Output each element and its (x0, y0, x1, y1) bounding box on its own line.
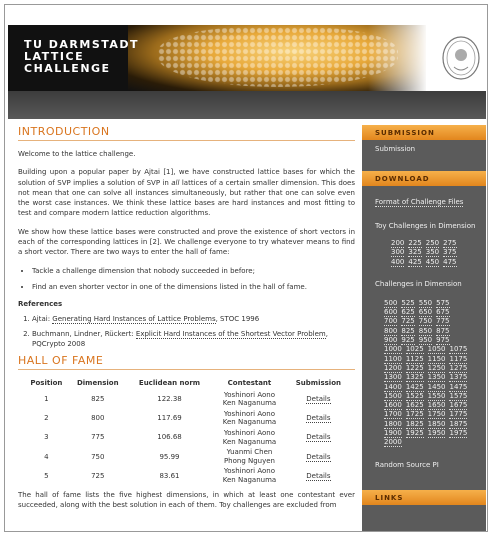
dimension-row (391, 258, 486, 267)
dimension-link[interactable]: 1600 (384, 401, 402, 410)
dimension-row (384, 345, 486, 354)
dimension-link[interactable]: 1150 (427, 354, 446, 363)
dimension-link[interactable]: 1625 (405, 401, 424, 410)
download-section-header: DOWNLOAD (362, 171, 486, 186)
dimension-link[interactable]: 2000 (384, 438, 402, 447)
dimension-link[interactable]: 1575 (449, 391, 468, 400)
dimension-link[interactable]: 450 (425, 257, 440, 266)
dimension-link[interactable]: 250 (425, 239, 440, 247)
dimension-link[interactable]: 775 (436, 317, 450, 326)
dimension-row (384, 336, 486, 345)
table-header-row (24, 378, 350, 390)
column-header: Dimension (76, 378, 119, 387)
dimension-link[interactable]: 1725 (405, 410, 424, 419)
reference-link-ajtai[interactable]: Generating Hard Instances of Lattice Problems (52, 314, 216, 323)
details-link[interactable]: Details (306, 433, 331, 442)
hall-of-fame-table (24, 378, 350, 486)
column-header: Submission (295, 378, 342, 387)
dimension-link[interactable]: 1750 (427, 410, 446, 419)
nav-bar (8, 91, 486, 119)
challenge-dimension-grid (362, 299, 486, 448)
intro-paragraph-1: Building upon a popular paper by Ajtai [1], we have constructed lattice bases for which the solution of SVP implies a solution of SVP in all lattices of a certain smaller dimension. This does not mean that one can solve all instances simultaneously, but rather that one can solve even the worst case instances. We think these lattice bases are hard instances and most fitting to test and compare modern lattice reduction algorithms. (18, 168, 355, 218)
links-section-header: LINKS (362, 490, 486, 505)
dimension-row (384, 429, 486, 438)
dimension-link[interactable]: 525 (401, 298, 415, 307)
dimension-link[interactable]: 725 (401, 317, 415, 326)
dimension-link[interactable]: 1325 (405, 373, 424, 382)
dimension-link[interactable]: 1250 (427, 363, 446, 372)
dimension-link[interactable]: 975 (436, 336, 450, 345)
dimension-link[interactable]: 1400 (384, 382, 402, 391)
references-list (32, 314, 355, 349)
dimension-link[interactable]: 1850 (427, 419, 446, 428)
reference-link-buchmann[interactable]: Explicit Hard Instances of the Shortest Vector Problem (135, 329, 326, 338)
dimension-link[interactable]: 1925 (405, 429, 424, 438)
table-row: 2 800 117.69 Yoshinori Aono Ken Naganuma Details (44, 409, 331, 427)
details-link[interactable]: Details (306, 452, 331, 461)
details-link[interactable]: Details (306, 414, 331, 423)
dimension-row (384, 327, 486, 336)
dimension-link[interactable]: 1075 (449, 345, 468, 354)
dimension-link[interactable]: 500 (384, 298, 398, 307)
dimension-link[interactable]: 425 (408, 257, 422, 266)
column-header: Contestant (227, 378, 272, 387)
submission-section-header: SUBMISSION (362, 125, 486, 140)
dimension-row (384, 383, 486, 392)
dimension-row (384, 438, 486, 447)
sidebar (362, 125, 486, 532)
dimension-link[interactable]: 1225 (405, 363, 424, 372)
dimension-link[interactable]: 1475 (449, 382, 468, 391)
dimension-link[interactable]: 1200 (384, 363, 402, 372)
list-item: • Find an even shorter vector in one of the dimensions listed in the hall of fame. (32, 282, 355, 292)
dimension-link[interactable]: 350 (425, 248, 440, 257)
dimension-link[interactable]: 225 (408, 239, 422, 247)
dimension-link[interactable]: 925 (401, 336, 415, 345)
dimension-link[interactable]: 950 (418, 336, 433, 345)
dimension-link[interactable]: 850 (418, 326, 433, 335)
dimension-link[interactable]: 1650 (427, 401, 446, 410)
dimension-link[interactable]: 900 (384, 336, 398, 345)
dimension-link[interactable]: 475 (443, 257, 457, 266)
dimension-row (384, 420, 486, 429)
dimension-link[interactable]: 1775 (449, 410, 468, 419)
table-row: 1 825 122.38 Yoshinori Aono Ken Naganuma Details (44, 390, 331, 408)
dimension-row (391, 248, 486, 257)
dimension-link[interactable]: 1950 (427, 429, 446, 438)
page-header (8, 25, 486, 91)
dimension-link[interactable]: 600 (384, 308, 398, 317)
dimension-link[interactable]: 1550 (427, 391, 446, 400)
hall-of-fame-footer: The hall of fame lists the five highest dimensions, in which at least one contestant ever succeeded, along with the best solution in each of them. Toy challenges are excluded from (18, 490, 355, 509)
main-content (18, 125, 355, 532)
dimension-link[interactable]: 1825 (405, 419, 424, 428)
dimension-row (384, 308, 486, 317)
table-row: 3 775 106.68 Yoshinori Aono Ken Naganuma Details (44, 429, 331, 446)
dimension-link[interactable]: 1450 (427, 382, 446, 391)
dimension-link[interactable]: 1025 (405, 345, 424, 354)
dimension-link[interactable]: 1000 (384, 345, 402, 354)
dimension-link[interactable]: 1900 (384, 429, 402, 438)
dimension-link[interactable]: 1700 (384, 410, 402, 419)
dimension-link[interactable]: 400 (391, 257, 405, 266)
dimension-link[interactable]: 875 (436, 326, 450, 335)
dimension-link[interactable]: 1500 (384, 391, 402, 400)
dimension-link[interactable]: 800 (384, 326, 398, 335)
dimension-link[interactable]: 325 (408, 248, 422, 257)
entry-list (32, 266, 355, 292)
dimension-link[interactable]: 1875 (449, 419, 468, 428)
hall-of-fame-heading: HALL OF FAME (18, 354, 355, 370)
browser-frame (4, 4, 488, 532)
dimension-link[interactable]: 1675 (449, 401, 468, 410)
dimension-row (384, 392, 486, 401)
dimension-link[interactable]: 825 (401, 326, 415, 335)
dimension-link[interactable]: 1050 (427, 345, 446, 354)
references-title: References (18, 299, 63, 308)
dimension-link[interactable]: 1425 (405, 382, 424, 391)
table-row: 4 750 95.99 Yuanmi Chen Phong Nguyen Details (44, 448, 331, 465)
site-title: TU DARMSTADT LATTICE CHALLENGE (24, 38, 140, 75)
sidebar-item-submission[interactable]: Submission (375, 145, 416, 153)
dimension-link[interactable]: 1300 (384, 373, 402, 382)
welcome-text: Welcome to the lattice challenge. (18, 150, 136, 158)
dimension-link[interactable]: 675 (436, 308, 450, 317)
table-row: 5 725 83.61 Yoshinori Aono Ken Naganuma Details (44, 467, 331, 485)
dimension-link[interactable]: 1275 (449, 363, 468, 372)
details-link[interactable]: Details (306, 471, 331, 480)
university-seal-icon (440, 33, 482, 83)
intro-paragraph-2: We show how these lattice bases were constructed and prove the existence of short vectors in each of the corresponding lattices in [2]. We challenge everyone to try whatever means to find a short vector. There are two ways to enter the hall of fame: (18, 227, 355, 257)
random-source-link[interactable]: Random Source PI (375, 460, 439, 469)
intro-heading: INTRODUCTION (18, 125, 355, 141)
dimension-link[interactable]: 1525 (405, 391, 424, 400)
dimension-link[interactable]: 1350 (427, 373, 446, 382)
dimension-row (384, 317, 486, 326)
column-header: Euclidean norm (138, 378, 201, 387)
reference-item: 2. Buchmann, Lindner, Rückert: Explicit Hard Instances of the Shortest Vector Problem, PQCrypto 2008 (32, 329, 355, 349)
details-link[interactable]: Details (306, 394, 331, 403)
dimension-link[interactable]: 275 (443, 239, 457, 247)
column-header: Position (30, 378, 63, 387)
toy-challenges-title: Toy Challenges in Dimension (375, 222, 476, 230)
dimension-row (391, 239, 486, 248)
dimension-link[interactable]: 200 (391, 239, 405, 247)
dimension-link[interactable]: 1100 (384, 354, 402, 363)
dimension-row (384, 410, 486, 419)
dimension-row (384, 364, 486, 373)
dimension-link[interactable]: 575 (436, 298, 450, 307)
toy-dimension-grid (362, 239, 486, 267)
challenges-title: Challenges in Dimension (375, 279, 462, 288)
dimension-row (384, 355, 486, 364)
dimension-link[interactable]: 625 (401, 308, 415, 317)
format-link[interactable]: Format of Challenge Files (375, 198, 464, 206)
dimension-row (384, 373, 486, 382)
dimension-link[interactable]: 375 (443, 248, 457, 257)
list-item: • Tackle a challenge dimension that nobody succeeded in before; (32, 266, 355, 276)
dimension-link[interactable]: 1125 (405, 354, 424, 363)
dimension-link[interactable]: 1975 (449, 429, 468, 438)
dimension-link[interactable]: 700 (384, 317, 398, 326)
dimension-link[interactable]: 300 (391, 248, 405, 257)
reference-item: 1. Ajtai: Generating Hard Instances of Lattice Problems, STOC 1996 (32, 314, 355, 324)
dimension-link[interactable]: 1375 (449, 373, 468, 382)
dimension-row (384, 401, 486, 410)
dimension-row (384, 299, 486, 308)
dimension-link[interactable]: 750 (418, 317, 433, 326)
dimension-link[interactable]: 1800 (384, 419, 402, 428)
dimension-link[interactable]: 1175 (449, 354, 468, 363)
dimension-link[interactable]: 650 (418, 308, 433, 317)
dimension-link[interactable]: 550 (418, 298, 433, 307)
